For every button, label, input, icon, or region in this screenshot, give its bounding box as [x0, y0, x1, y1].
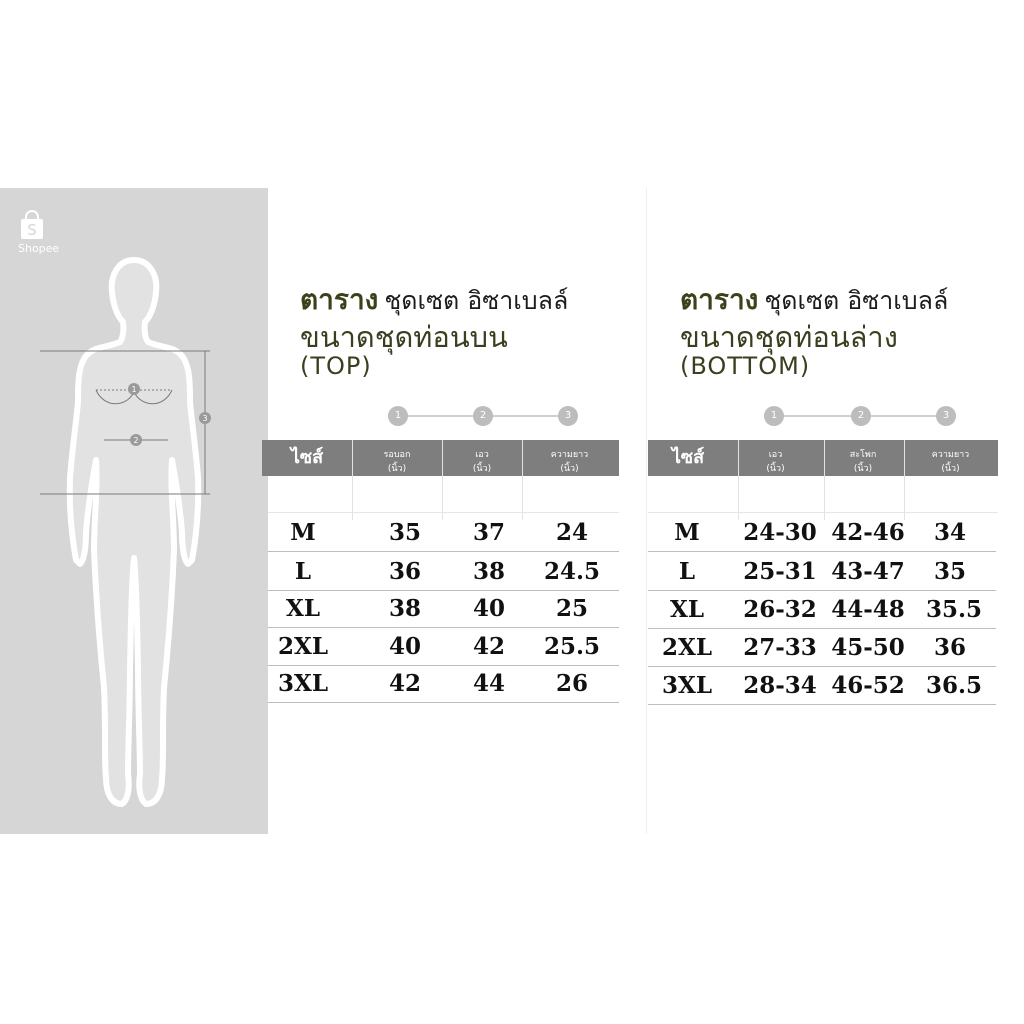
table-cell: 25-31 — [743, 558, 817, 585]
size-chart-image — [0, 188, 1024, 834]
table-cell: 35 — [388, 519, 421, 546]
table-spacer-row — [648, 478, 998, 513]
title-strong: ตาราง — [680, 283, 759, 316]
top-size-chart — [268, 188, 646, 834]
header-hip: สะโพก (นิ้ว) — [849, 450, 877, 474]
step-2: 2 — [851, 406, 871, 426]
table-row — [268, 515, 619, 552]
table-cell: 3XL — [661, 672, 713, 699]
chart-code: (BOTTOM) — [680, 352, 811, 380]
table-row — [268, 554, 619, 591]
table-cell: 46-52 — [831, 672, 905, 699]
table-cell: 24.5 — [543, 558, 601, 585]
header-size: ไซส์ — [671, 447, 705, 468]
svg-text:S: S — [27, 221, 37, 239]
table-cell: 45-50 — [831, 634, 905, 661]
table-cell: 35.5 — [925, 596, 983, 623]
table-cell: XL — [285, 595, 321, 622]
table-cell: 40 — [388, 633, 421, 660]
step-2: 2 — [473, 406, 493, 426]
table-cell: L — [294, 558, 312, 585]
chart-subtitle: ขนาดชุดท่อนล่าง — [680, 320, 898, 354]
marker-2: 2 — [133, 436, 139, 445]
table-cell: 38 — [388, 595, 421, 622]
marker-1: 1 — [131, 385, 137, 394]
table-cell: 36 — [933, 634, 966, 661]
table-cell: 37 — [472, 519, 505, 546]
table-row — [268, 591, 619, 628]
table-cell: M — [674, 519, 700, 546]
step-1: 1 — [388, 406, 408, 426]
table-header — [648, 440, 998, 476]
bottom-size-chart — [648, 188, 1024, 834]
table-cell: 26 — [555, 670, 588, 697]
table-row — [648, 515, 996, 552]
table-cell: 26-32 — [743, 596, 817, 623]
chart-code: (TOP) — [300, 352, 372, 380]
step-3: 3 — [936, 406, 956, 426]
table-cell: 35 — [933, 558, 966, 585]
table-cell: 44-48 — [831, 596, 905, 623]
table-cell: 25 — [555, 595, 588, 622]
table-cell: 42-46 — [831, 519, 905, 546]
table-cell: M — [290, 519, 316, 546]
header-length: ความยาว (นิ้ว) — [550, 450, 589, 474]
table-cell: 38 — [472, 558, 505, 585]
table-cell: 25.5 — [543, 633, 601, 660]
table-spacer-row — [268, 478, 619, 513]
table-cell: 36 — [388, 558, 421, 585]
table-cell: 34 — [933, 519, 966, 546]
table-cell: 43-47 — [831, 558, 905, 585]
table-cell: 40 — [472, 595, 505, 622]
step-3: 3 — [558, 406, 578, 426]
table-cell: 42 — [388, 670, 421, 697]
body-figure-panel — [0, 188, 268, 834]
table-cell: 24-30 — [743, 519, 817, 546]
table-row — [648, 554, 996, 591]
table-cell: 27-33 — [743, 634, 817, 661]
header-waist: เอว (นิ้ว) — [766, 450, 785, 474]
table-cell: L — [678, 558, 696, 585]
step-indicator — [268, 404, 646, 428]
table-header — [262, 440, 619, 476]
panel-divider — [646, 188, 647, 834]
marker-3: 3 — [202, 414, 208, 423]
step-indicator — [648, 404, 1024, 428]
table-cell: 2XL — [277, 633, 329, 660]
silhouette-body — [70, 260, 198, 804]
body-silhouette — [0, 188, 268, 834]
table-cell: 42 — [472, 633, 505, 660]
table-cell: 44 — [472, 670, 505, 697]
table-cell: 36.5 — [925, 672, 983, 699]
header-bust: รอบอก (นิ้ว) — [383, 450, 411, 474]
chart-subtitle: ขนาดชุดท่อนบน — [300, 320, 508, 354]
table-cell: 24 — [555, 519, 588, 546]
step-1: 1 — [764, 406, 784, 426]
table-row — [648, 630, 996, 667]
table-row — [268, 666, 619, 703]
table-row — [648, 592, 996, 629]
table-cell: 2XL — [661, 634, 713, 661]
title-product: ชุดเซต อิซาเบลล์ — [764, 286, 949, 315]
table-row — [268, 629, 619, 666]
table-row — [648, 668, 996, 705]
brand-name: Shopee — [18, 242, 60, 255]
table-cell: XL — [669, 596, 705, 623]
header-size: ไซส์ — [290, 447, 324, 468]
title-product: ชุดเซต อิซาเบลล์ — [384, 286, 569, 315]
header-length: ความยาว (นิ้ว) — [931, 450, 970, 474]
table-cell: 28-34 — [743, 672, 817, 699]
table-cell: 3XL — [277, 670, 329, 697]
title-strong: ตาราง — [300, 283, 379, 316]
header-waist: เอว (นิ้ว) — [472, 450, 492, 474]
